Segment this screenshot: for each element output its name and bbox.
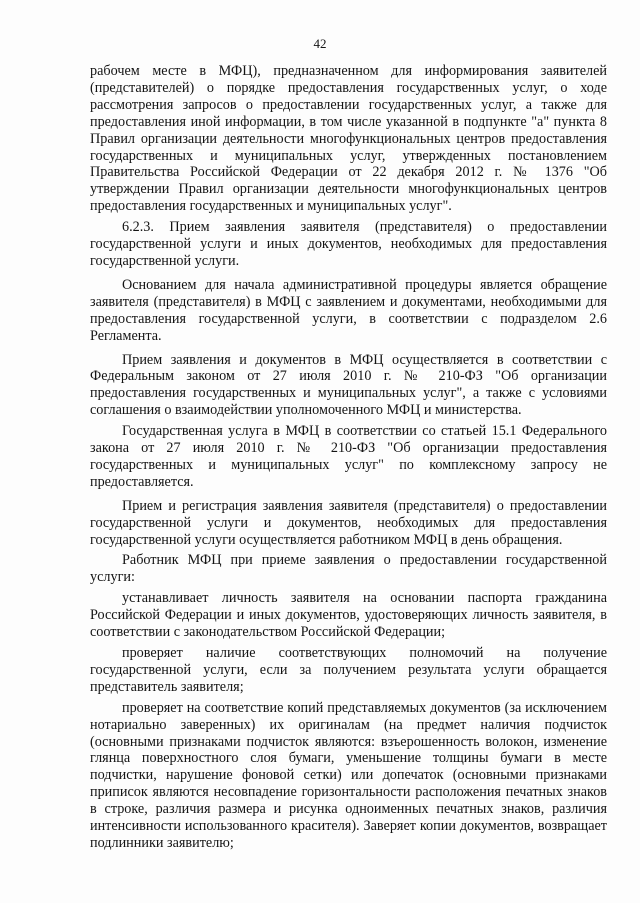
document-body [90, 63, 607, 852]
paragraph-continuation: рабочем месте в МФЦ), предназначенном для информирования заявителей (представителей) о порядке предоставления государственных услуг, о ходе рассмотрения запросов о предоставлении государственных услуг, а также для предоставления иной информации, в том числе указанной в подпункте "а" пункта 8 Правил организации деятельности многофункциональных центров предоставления государственных и муниципальных услуг, утвержденных постановлением Правительства Российской Федерации от 22 декабря 2012 г. № 1376 "Об утверждении Правил организации деятельности многофункциональных центров предоставления государственных и муниципальных услуг". [90, 63, 607, 215]
paragraph-acceptance-law: Прием заявления и документов в МФЦ осуществляется в соответствии с Федеральным законом от 27 июля 2010 г. № 210-ФЗ "Об организации предоставления государственных и муниципальных услуг", а также с условиями соглашения о взаимодействии уполномоченного МФЦ и министерства. [90, 351, 607, 419]
paragraph-section-6-2-3: 6.2.3. Прием заявления заявителя (представителя) о предоставлении государственной услуги и иных документов, необходимых для предоставления государственной услуги. [90, 219, 607, 269]
paragraph-complex-request: Государственная услуга в МФЦ в соответствии со статьей 15.1 Федерального закона от 27 июля 2010 г. № 210-ФЗ "Об организации предоставления государственных и муниципальных услуг" по комплексному запросу не предоставляется. [90, 423, 607, 490]
paragraph-procedure-basis: Основанием для начала административной процедуры является обращение заявителя (представителя) в МФЦ с заявлением и документами, необходимыми для предоставления государственной услуги, в соответствии с подразделом 2.6 Регламента. [90, 276, 607, 344]
page-number: 42 [313, 36, 327, 51]
paragraph-worker-intro: Работник МФЦ при приеме заявления о предоставлении государственной услуги: [90, 552, 607, 586]
paragraph-identity-check: устанавливает личность заявителя на основании паспорта гражданина Российской Федерации и иных документов, удостоверяющих личность заявителя, в соответствии с законодательством Российской Федерации; [90, 590, 607, 641]
paragraph-authority-check: проверяет наличие соответствующих полномочий на получение государственной услуги, если за получением результата услуги обращается представитель заявителя; [90, 645, 607, 695]
paragraph-registration: Прием и регистрация заявления заявителя (представителя) о предоставлении государственной услуги и документов, необходимых для предоставления государственной услуги осуществляется работником МФЦ в день обращения. [90, 497, 607, 548]
paragraph-copies-check: проверяет на соответствие копий представляемых документов (за исключением нотариально заверенных) их оригиналам (на предмет наличия подчисток (основными признаками подчисток являются: взъерошенность волокон, изменение глянца поверхностного слоя бумаги, уменьшение толщины бумаги в месте подчистки, нарушение фоновой сетки) или допечаток (основными признаками приписок являются несовпадение горизонтальности расположения печатных знаков в строке, различия размера и рисунка одноименных печатных знаков, различия интенсивности использованного красителя). Заверяет копии документов, возвращает подлинники заявителю; [90, 699, 607, 851]
